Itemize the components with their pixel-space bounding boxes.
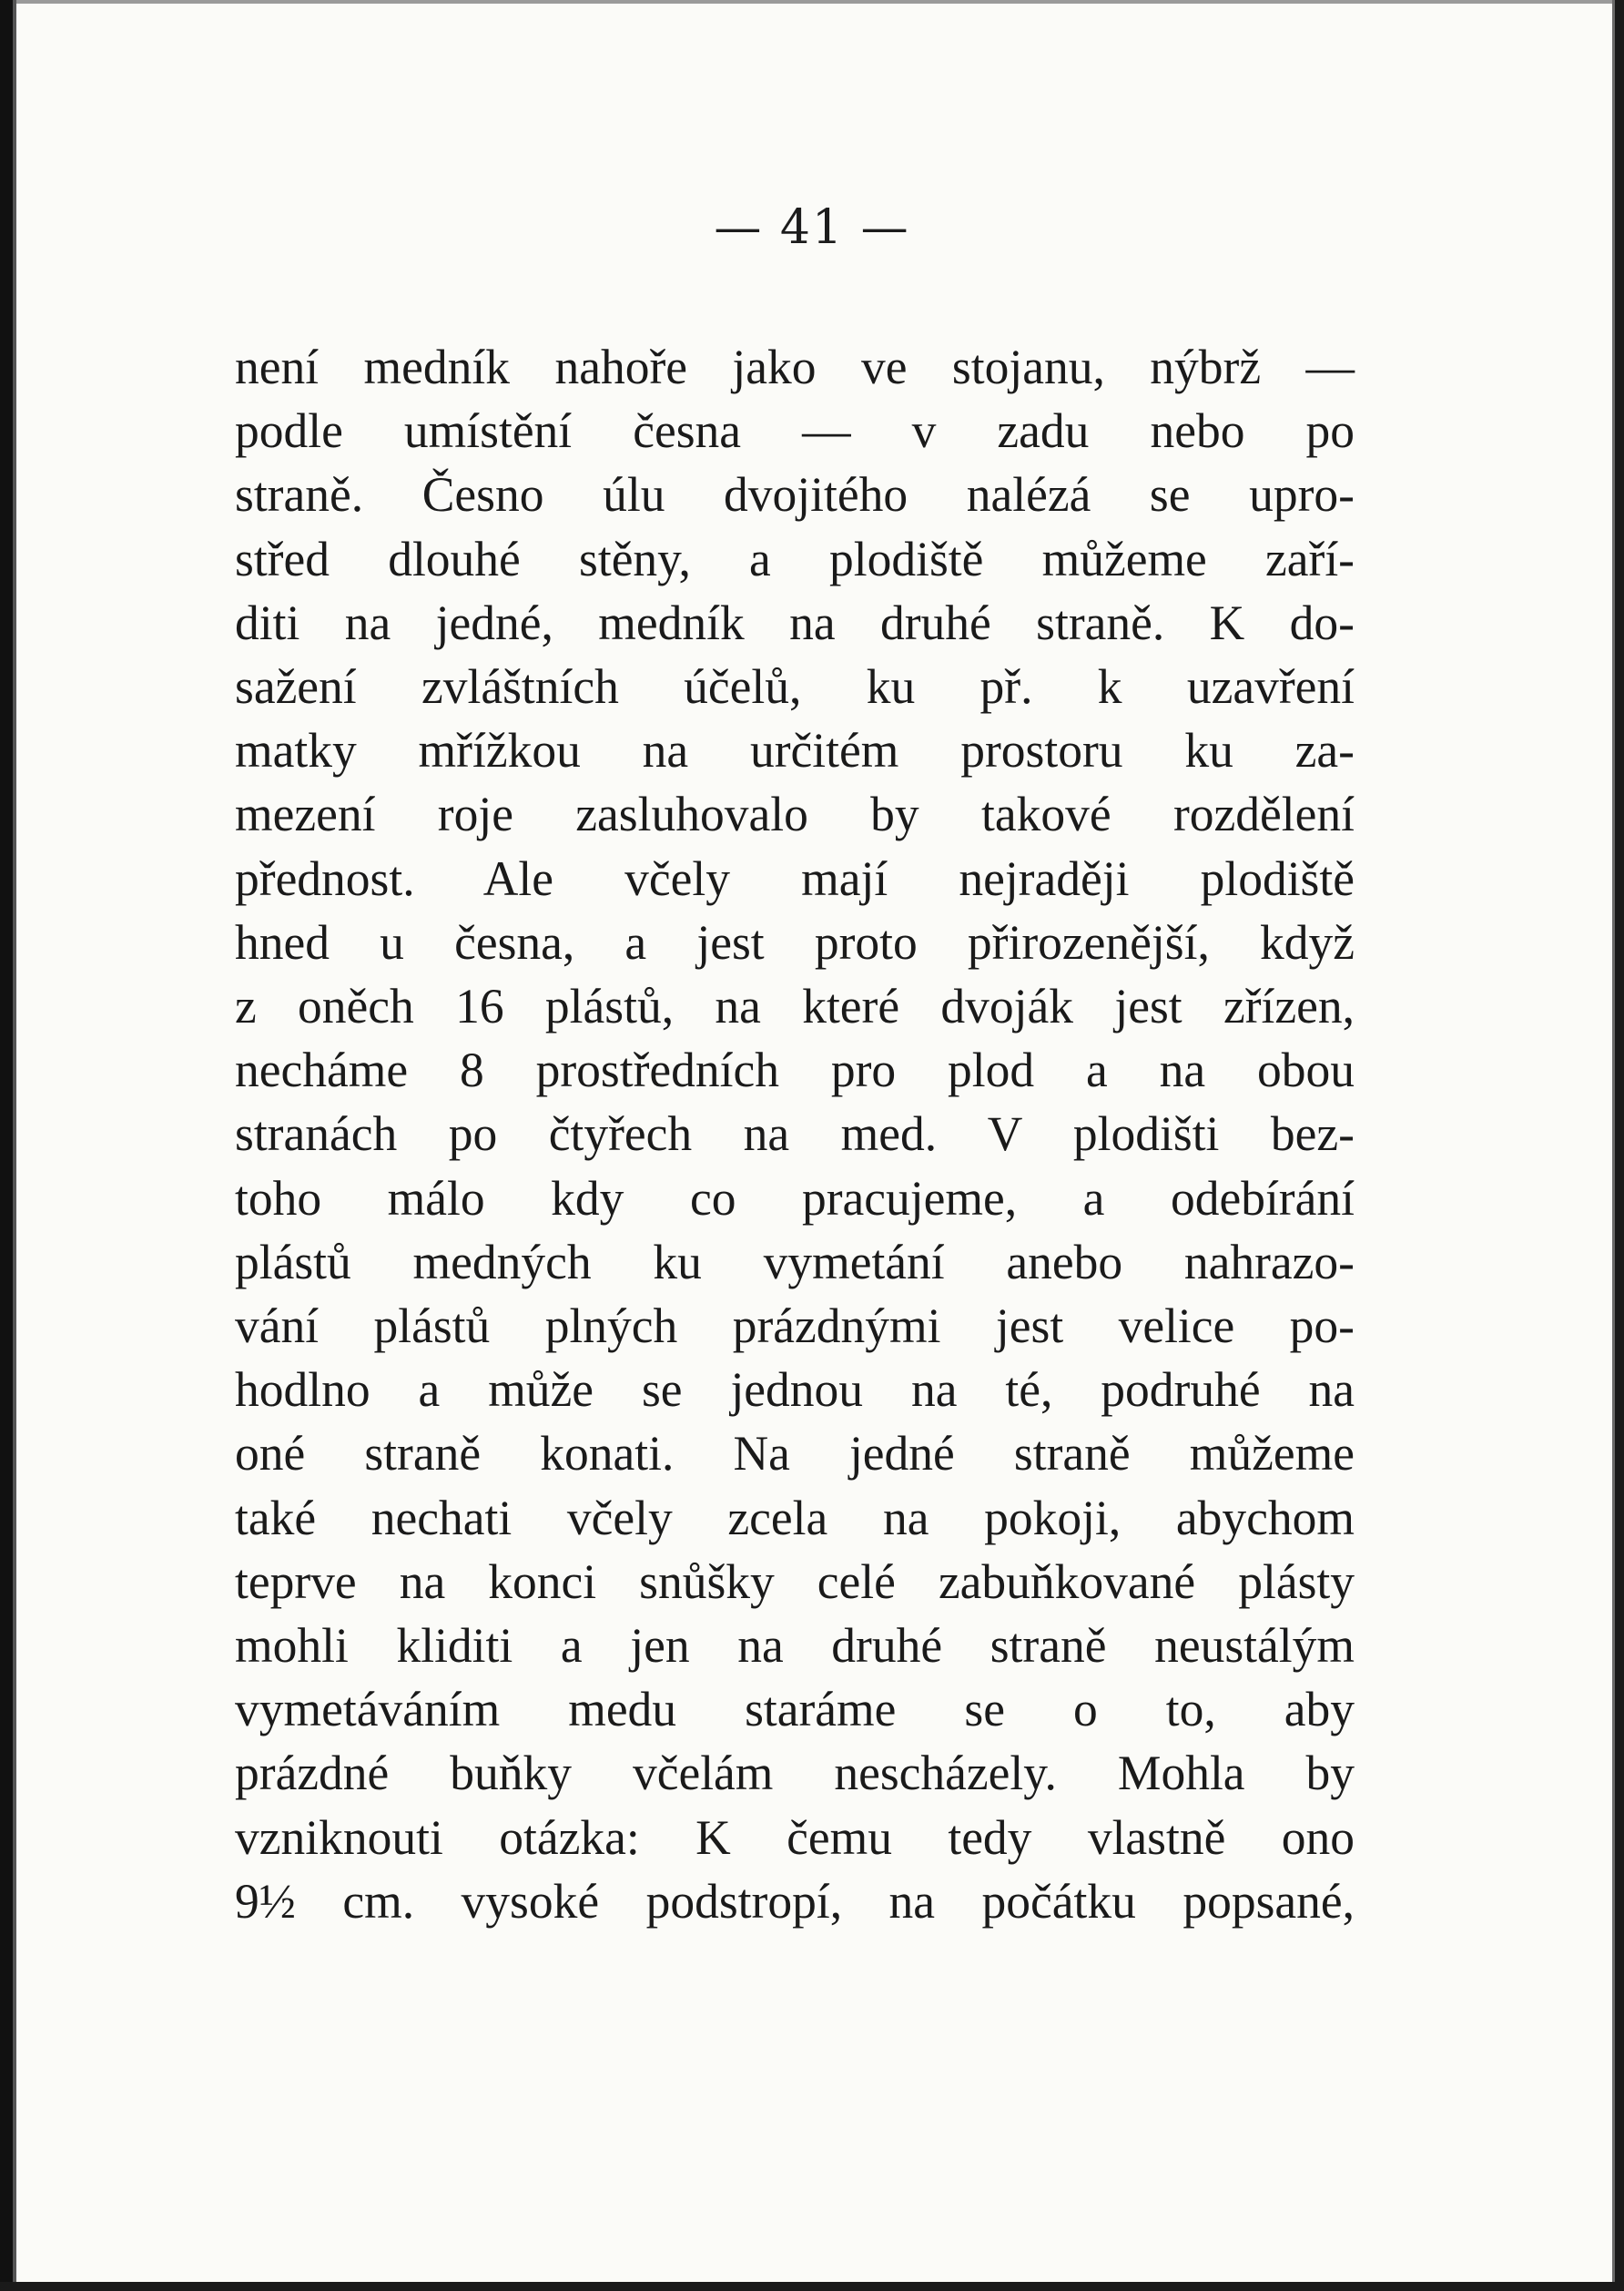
text-line: 9½ cm. vysoké podstropí, na počátku popsané, bbox=[235, 1873, 1355, 1929]
text-line: také nechati včely zcela na pokoji, abychom bbox=[235, 1490, 1355, 1545]
text-line: toho málo kdy co pracujeme, a odebírání bbox=[235, 1170, 1355, 1226]
text-line: není medník nahoře jako ve stojanu, nýbrž — bbox=[235, 340, 1355, 394]
scan-edge-top bbox=[0, 0, 1624, 4]
text-line: hodlno a může se jednou na té, podruhé na bbox=[235, 1362, 1355, 1418]
text-line: vymetáváním medu staráme se o to, aby bbox=[235, 1682, 1355, 1737]
scan-edge-left bbox=[0, 0, 13, 2291]
text-line: matky mřížkou na určitém prostoru ku za- bbox=[235, 723, 1355, 779]
text-line: stranách po čtyřech na med. V plodišti bez- bbox=[235, 1106, 1355, 1162]
text-line: oné straně konati. Na jedné straně můžeme bbox=[235, 1426, 1355, 1482]
text-line: sažení zvláštních účelů, ku př. k uzavření bbox=[235, 659, 1355, 715]
text-line: vání plástů plných prázdnými jest velice po- bbox=[235, 1298, 1355, 1354]
text-line: podle umístění česna — v zadu nebo po bbox=[235, 403, 1355, 459]
text-line: teprve na konci snůšky celé zabuňkované plásty bbox=[235, 1553, 1355, 1609]
scan-edge-right bbox=[1615, 0, 1624, 2291]
text-line: hned u česna, a jest proto přirozenější, když bbox=[235, 914, 1355, 970]
page-number: — 41 — bbox=[714, 200, 910, 255]
text-line: vzniknouti otázka: K čemu tedy vlastně ono bbox=[235, 1809, 1355, 1865]
text-line: diti na jedné, medník na druhé straně. K do- bbox=[235, 595, 1355, 650]
text-line: mezení roje zasluhovalo by takové rozdělení bbox=[235, 787, 1355, 842]
text-line: prázdné buňky včelám nescházely. Mohla by bbox=[235, 1746, 1355, 1801]
text-line: mohli kliditi a jen na druhé straně neustálým bbox=[235, 1618, 1355, 1674]
body-text bbox=[235, 335, 1355, 1933]
text-line: z oněch 16 plástů, na které dvoják jest zřízen, bbox=[235, 979, 1355, 1034]
text-line: straně. Česno úlu dvojitého nalézá se upro- bbox=[235, 467, 1355, 523]
text-line: střed dlouhé stěny, a plodiště můžeme zaří- bbox=[235, 531, 1355, 586]
scan-edge-left-shadow bbox=[13, 0, 16, 2291]
scan-edge-right-shadow bbox=[1612, 0, 1615, 2291]
text-line: necháme 8 prostředních pro plod a na obou bbox=[235, 1043, 1355, 1098]
text-line: přednost. Ale včely mají nejraději plodiště bbox=[235, 850, 1355, 906]
scan-edge-bottom bbox=[0, 2282, 1624, 2291]
text-line: plástů medných ku vymetání anebo nahrazo- bbox=[235, 1234, 1355, 1289]
